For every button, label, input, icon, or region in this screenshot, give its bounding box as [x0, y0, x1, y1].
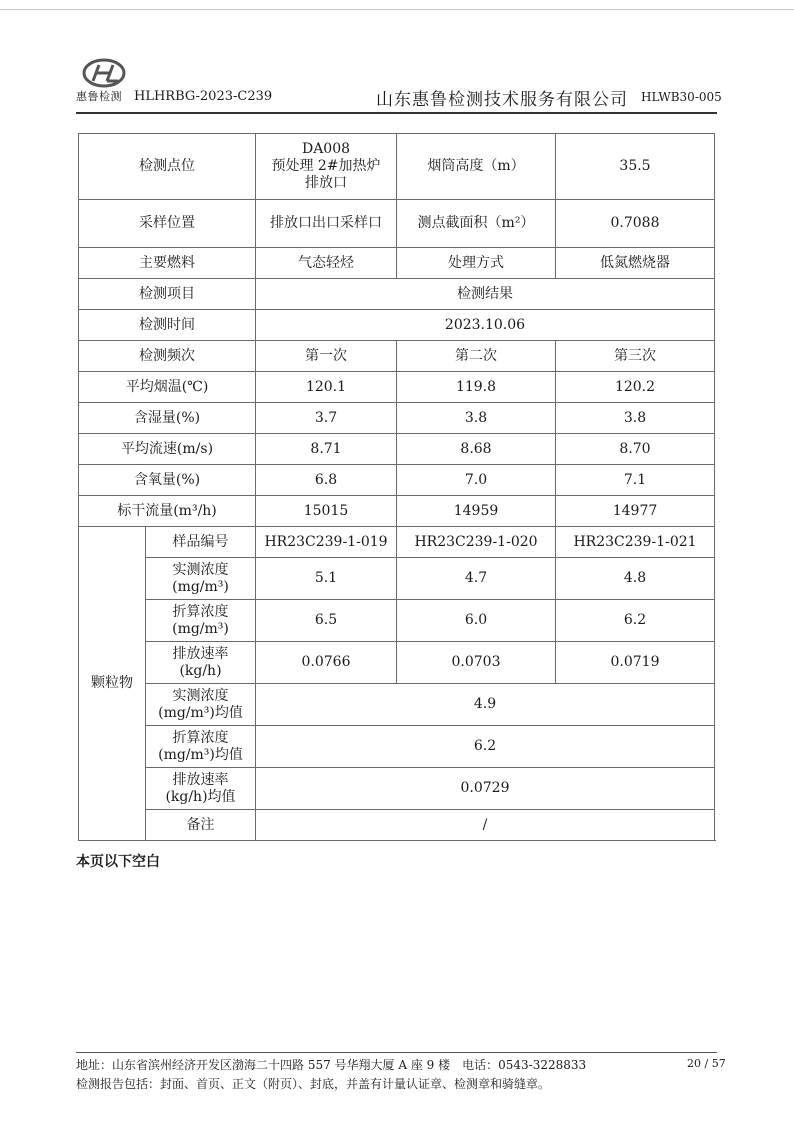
report-number: HLHRBG-2023-C239: [134, 89, 273, 104]
measure-value: 3.8: [556, 403, 715, 434]
table-row: [79, 372, 715, 403]
average-value: 6.2: [256, 726, 715, 768]
table-row: [79, 200, 715, 248]
label-line: 排放速率: [172, 645, 229, 662]
remarks-value: /: [256, 810, 715, 841]
emission-data-table: [78, 133, 715, 841]
particulate-row-label: [146, 558, 256, 600]
label-line: 排放速率: [172, 771, 229, 788]
sample-no-label: 样品编号: [146, 527, 256, 558]
top-edge-line: [0, 9, 794, 10]
treatment-label: 处理方式: [397, 248, 556, 279]
measure-value: 7.1: [556, 465, 715, 496]
sample-pos-value: 排放口出口采样口: [256, 200, 397, 248]
particulate-value: 6.2: [556, 600, 715, 642]
point-line: DA008: [301, 141, 351, 157]
particulate-value: 4.8: [556, 558, 715, 600]
table-row: [79, 600, 715, 642]
blank-below-note: 本页以下空白: [76, 854, 160, 870]
measure-value: 119.8: [397, 372, 556, 403]
measure-value: 14977: [556, 496, 715, 527]
table-row: [79, 726, 715, 768]
result-label: 检测结果: [256, 279, 715, 310]
average-label: [146, 684, 256, 726]
label-line: 实测浓度: [172, 687, 229, 704]
form-number: HLWB30-005: [641, 90, 722, 104]
remarks-label: 备注: [146, 810, 256, 841]
round-1: 第一次: [256, 341, 397, 372]
measure-label: 含湿量(%): [79, 403, 256, 434]
measure-value: 8.68: [397, 434, 556, 465]
average-label: [146, 726, 256, 768]
point-line: 预处理 2#加热炉: [271, 158, 381, 174]
measure-value: 6.8: [256, 465, 397, 496]
label-line: (kg/h)均值: [165, 788, 236, 805]
stack-height-label: 烟筒高度（m）: [397, 134, 556, 200]
average-value: 0.0729: [256, 768, 715, 810]
sample-no: HR23C239-1-020: [397, 527, 556, 558]
measure-value: 15015: [256, 496, 397, 527]
particulate-group-label: 颗粒物: [79, 527, 146, 841]
point-line: 排放口: [305, 175, 347, 191]
company-logo: [76, 58, 132, 104]
particulate-value: 0.0719: [556, 642, 715, 684]
freq-label: 检测频次: [79, 341, 256, 372]
label-line: 实测浓度: [172, 561, 229, 578]
header-rule: [76, 112, 717, 114]
particulate-row-label: [146, 600, 256, 642]
footer-rule: [76, 1052, 717, 1053]
measure-value: 7.0: [397, 465, 556, 496]
table-row: [79, 527, 715, 558]
hl-logo-icon: [82, 58, 126, 88]
stack-height-value: 35.5: [556, 134, 715, 200]
measure-value: 14959: [397, 496, 556, 527]
treatment-value: 低氮燃烧器: [556, 248, 715, 279]
page-number: 20 / 57: [687, 1057, 726, 1070]
table-row: [79, 496, 715, 527]
point-value: [256, 134, 397, 200]
item-label: 检测项目: [79, 279, 256, 310]
measure-label: 平均烟温(℃): [79, 372, 256, 403]
label-line: (mg/m³)均值: [158, 746, 243, 763]
table-row: [79, 558, 715, 600]
label-line: 折算浓度: [172, 603, 229, 620]
table-row: [79, 341, 715, 372]
round-2: 第二次: [397, 341, 556, 372]
measure-label: 平均流速(m/s): [79, 434, 256, 465]
company-name: 山东惠鲁检测技术服务有限公司: [376, 90, 628, 110]
table-row: [79, 768, 715, 810]
particulate-value: 4.7: [397, 558, 556, 600]
particulate-value: 0.0766: [256, 642, 397, 684]
table-row: [79, 403, 715, 434]
measure-value: 8.71: [256, 434, 397, 465]
particulate-row-label: [146, 642, 256, 684]
average-label: [146, 768, 256, 810]
label-line: (mg/m³)均值: [158, 704, 243, 721]
label-line: 折算浓度: [172, 729, 229, 746]
average-value: 4.9: [256, 684, 715, 726]
logo-text: 惠鲁检测: [76, 90, 122, 103]
measure-value: 120.2: [556, 372, 715, 403]
label-line: (mg/m³): [172, 578, 229, 595]
table-row: [79, 465, 715, 496]
label-line: (mg/m³): [172, 620, 229, 637]
measure-value: 3.7: [256, 403, 397, 434]
measure-value: 8.70: [556, 434, 715, 465]
table-row: [79, 134, 715, 200]
table-row: [79, 248, 715, 279]
footer-address: 地址：山东省滨州经济开发区渤海二十四路 557 号华翔大厦 A 座 9 楼 电话：0543-3228833: [76, 1058, 587, 1072]
measure-value: 3.8: [397, 403, 556, 434]
particulate-value: 6.0: [397, 600, 556, 642]
particulate-value: 5.1: [256, 558, 397, 600]
section-area-value: 0.7088: [556, 200, 715, 248]
point-label: 检测点位: [79, 134, 256, 200]
sample-no: HR23C239-1-021: [556, 527, 715, 558]
time-value: 2023.10.06: [256, 310, 715, 341]
round-3: 第三次: [556, 341, 715, 372]
table-row: [79, 642, 715, 684]
sample-pos-label: 采样位置: [79, 200, 256, 248]
particulate-value: 6.5: [256, 600, 397, 642]
label-line: (kg/h): [179, 662, 222, 679]
footer-note: 检测报告包括：封面、首页、正文（附页）、封底，并盖有计量认证章、检测章和骑缝章。: [76, 1077, 551, 1091]
sample-no: HR23C239-1-019: [256, 527, 397, 558]
table-row: [79, 310, 715, 341]
time-label: 检测时间: [79, 310, 256, 341]
fuel-label: 主要燃料: [79, 248, 256, 279]
table-row: [79, 434, 715, 465]
table-row: [79, 810, 715, 841]
measure-label: 含氧量(%): [79, 465, 256, 496]
table-row: [79, 684, 715, 726]
table-row: [79, 279, 715, 310]
fuel-value: 气态轻烃: [256, 248, 397, 279]
section-area-label: 测点截面积（m²）: [397, 200, 556, 248]
measure-label: 标干流量(m³/h): [79, 496, 256, 527]
particulate-value: 0.0703: [397, 642, 556, 684]
measure-value: 120.1: [256, 372, 397, 403]
